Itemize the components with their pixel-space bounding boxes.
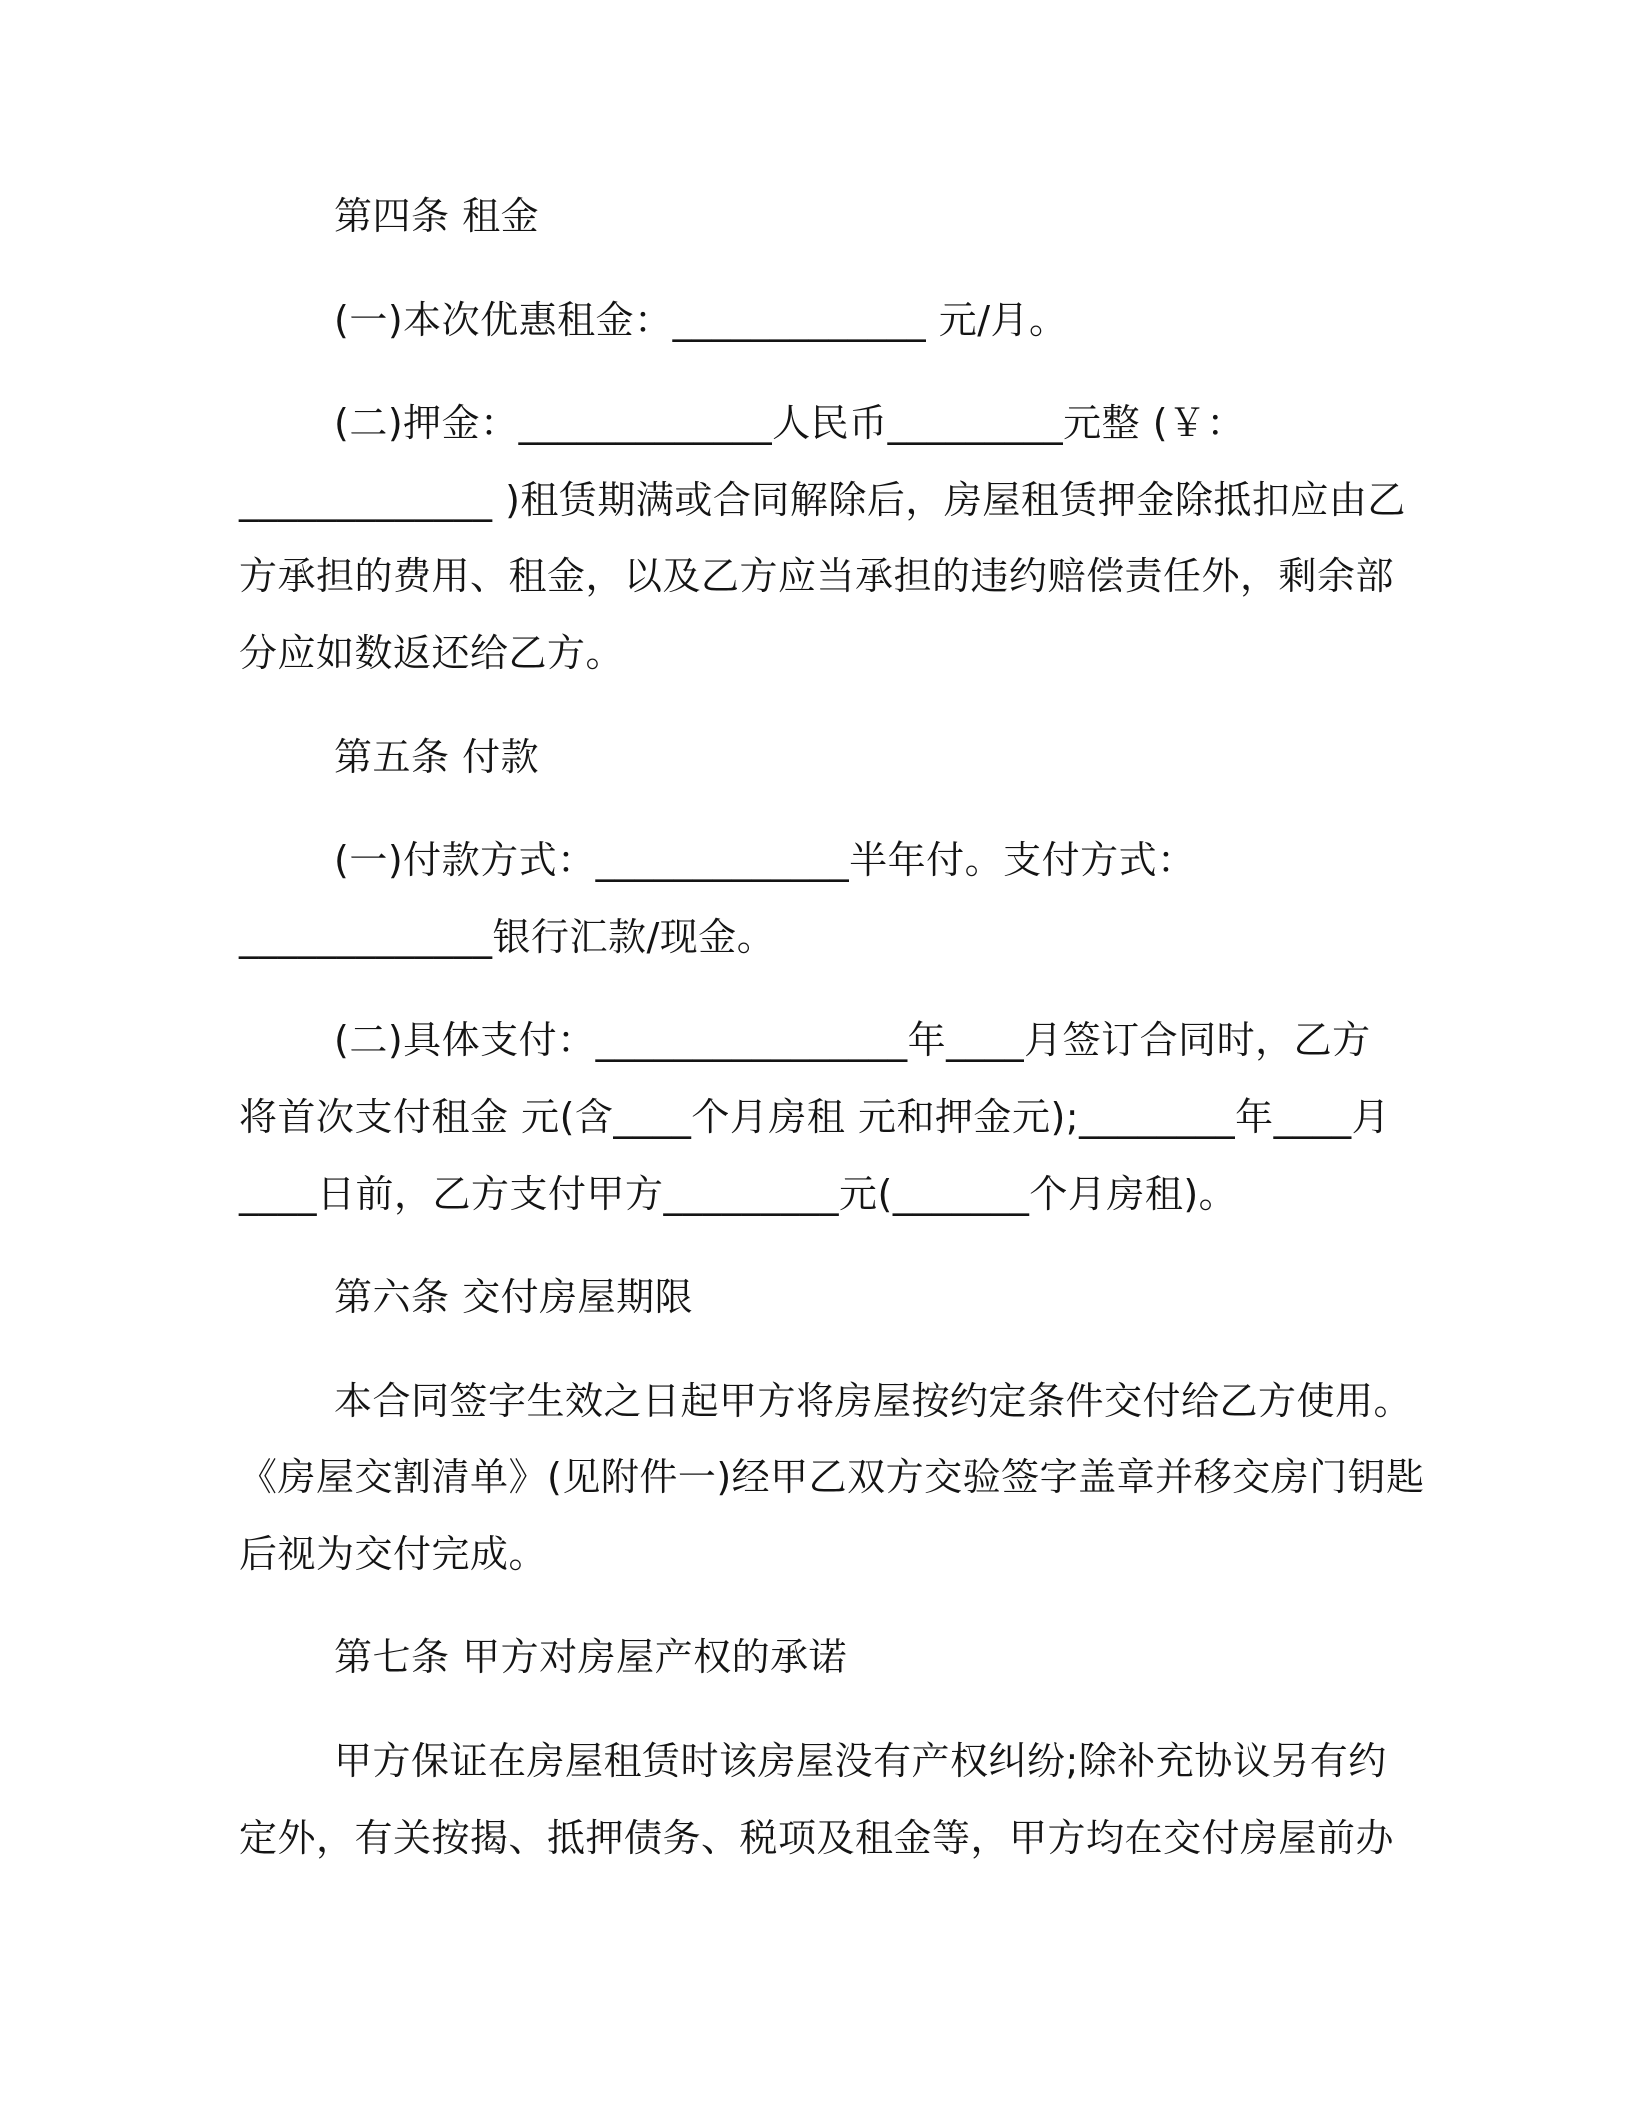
- article-6-paragraph-line-3: 后视为交付完成。: [239, 1532, 548, 1576]
- article-7-heading: 第七条 甲方对房屋产权的承诺: [334, 1635, 848, 1679]
- article-6-paragraph-line-1: 本合同签字生效之日起甲方将房屋按约定条件交付给乙方使用。: [334, 1379, 1413, 1423]
- article-7-paragraph-line-2: 定外，有关按揭、抵押债务、税项及租金等，甲方均在交付房屋前办: [239, 1816, 1395, 1860]
- article-5-clause-1-line-1: (一)付款方式：_____________半年付。支付方式：: [334, 838, 1196, 882]
- article-6-paragraph-line-2: 《房屋交割清单》(见附件一)经甲乙双方交验签字盖章并移交房门钥匙: [239, 1455, 1425, 1499]
- article-6-heading: 第六条 交付房屋期限: [334, 1275, 694, 1319]
- article-4-clause-2-line-4: 分应如数返还给乙方。: [239, 631, 625, 675]
- article-4-heading: 第四条 租金: [334, 194, 540, 238]
- article-4-clause-2-line-2: _____________ )租赁期满或合同解除后，房屋租赁押金除抵扣应由乙: [239, 478, 1406, 522]
- article-5-clause-2-line-2: 将首次支付租金 元(含____个月房租 元和押金元);________年____月: [239, 1095, 1391, 1139]
- article-7-paragraph-line-1: 甲方保证在房屋租赁时该房屋没有产权纠纷;除补充协议另有约: [334, 1739, 1387, 1783]
- article-5-clause-1-line-2: _____________银行汇款/现金。: [239, 915, 776, 959]
- article-5-clause-2-line-3: ____日前，乙方支付甲方_________元(_______个月房租)。: [239, 1172, 1238, 1216]
- article-5-clause-2-line-1: (二)具体支付：________________年____月签订合同时，乙方: [334, 1018, 1371, 1062]
- article-4-clause-2-line-3: 方承担的费用、租金，以及乙方应当承担的违约赔偿责任外，剩余部: [239, 554, 1395, 598]
- article-5-heading: 第五条 付款: [334, 735, 540, 779]
- article-4-clause-1: (一)本次优惠租金：_____________ 元/月。: [334, 298, 1068, 342]
- article-4-clause-2-line-1: (二)押金：_____________人民币_________元整 (￥：: [334, 401, 1246, 445]
